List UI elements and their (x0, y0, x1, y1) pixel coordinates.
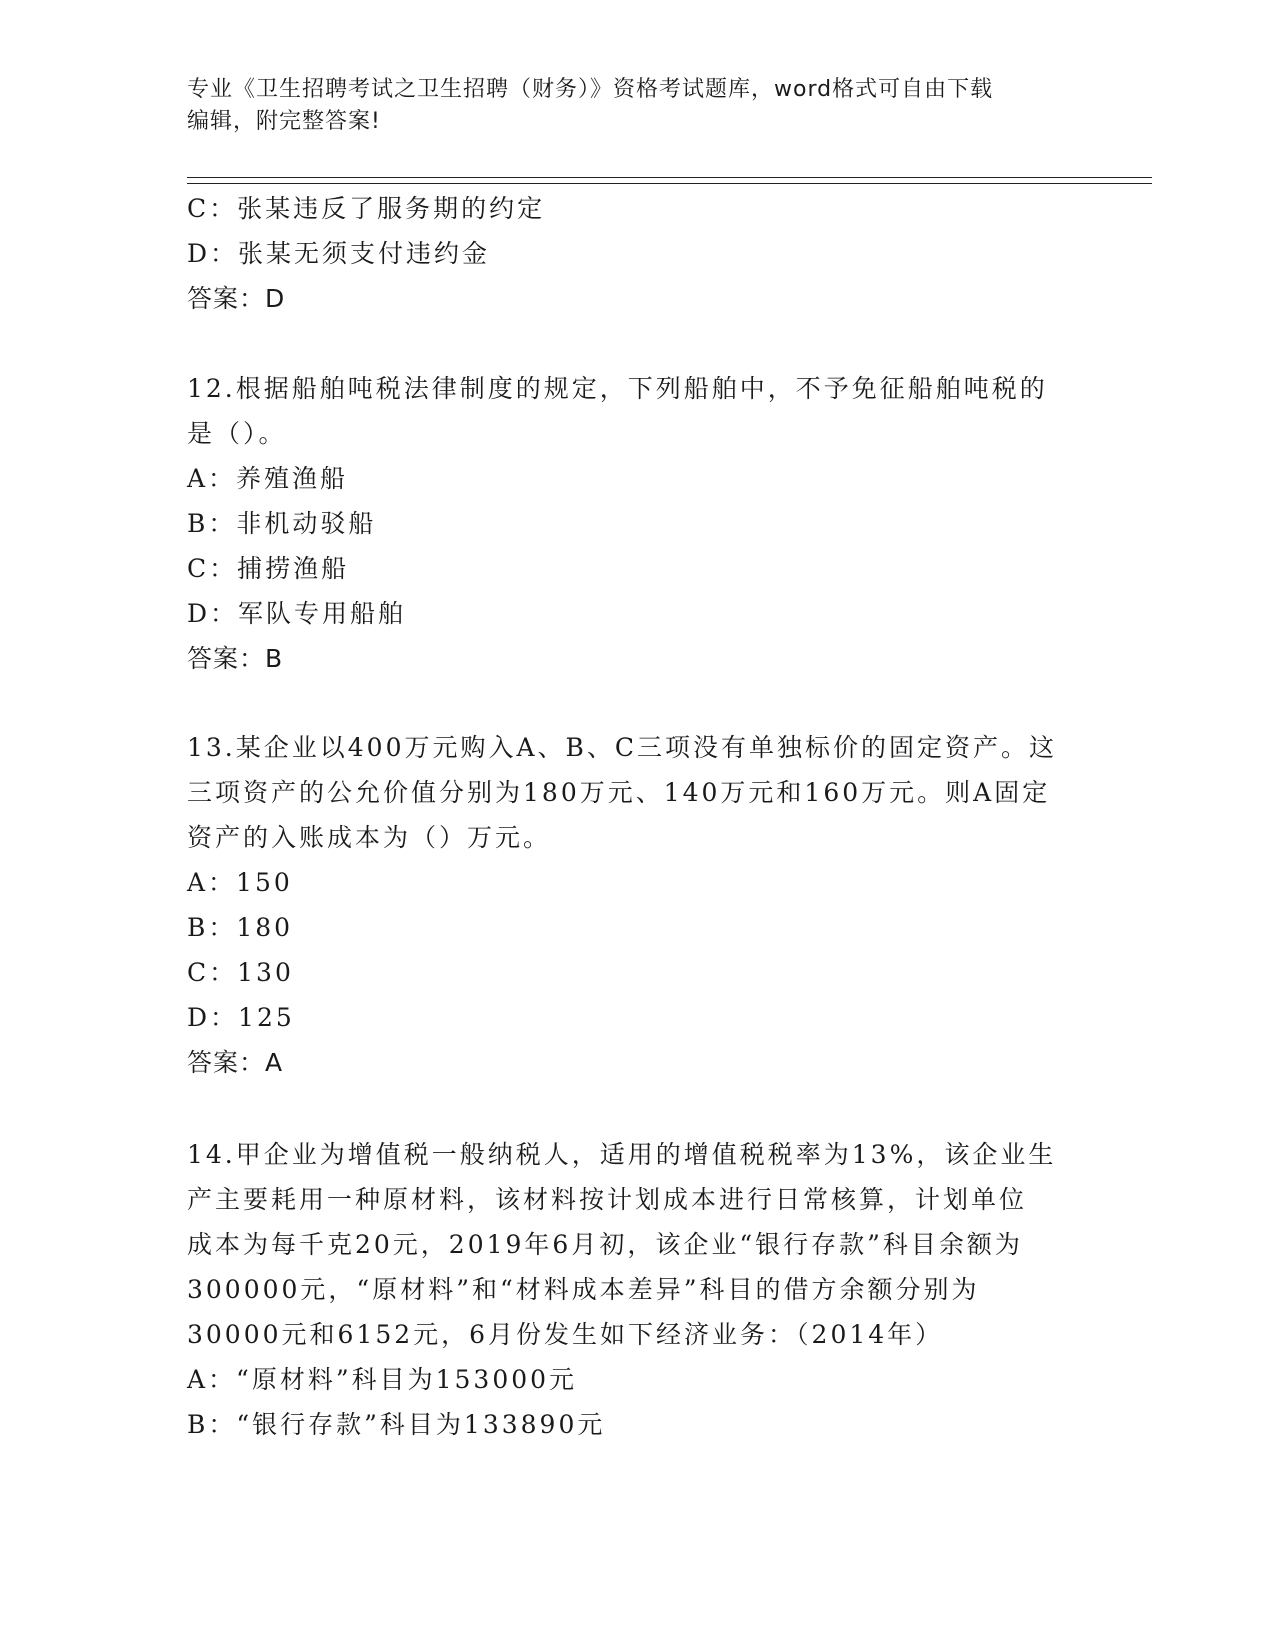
q14-stem-line-4: 300000元，“原材料”和“材料成本差异”科目的借方余额分别为 (187, 1275, 980, 1304)
q12-stem-line-1: 12.根据船舶吨税法律制度的规定，下列船舶中，不予免征船舶吨税的 (187, 374, 1048, 403)
q13-stem-line-3: 资产的入账成本为（）万元。 (187, 823, 552, 852)
q13-stem-line-1: 13.某企业以400万元购入A、B、C三项没有单独标价的固定资产。这 (187, 733, 1058, 762)
q12-stem-line-2: 是（）。 (187, 419, 287, 448)
q12-option-c: C：捕捞渔船 (187, 554, 350, 583)
header-divider-bottom (187, 183, 1152, 184)
q13-option-a: A：150 (187, 868, 293, 897)
header-line-1: 专业《卫生招聘考试之卫生招聘（财务）》资格考试题库，word格式可自由下载 (187, 77, 994, 102)
document-header (187, 74, 1087, 138)
q11-option-d: D：张某无须支付违约金 (187, 239, 491, 268)
header-divider-top (187, 177, 1152, 178)
q13-answer: 答案：A (187, 1048, 284, 1077)
q12-option-b: B：非机动驳船 (187, 509, 377, 538)
q14-option-b: B：“银行存款”科目为133890元 (187, 1410, 606, 1439)
q13-option-b: B：180 (187, 913, 294, 942)
q14-stem-line-3: 成本为每千克20元，2019年6月初，该企业“银行存款”科目余额为 (187, 1230, 1023, 1259)
q11-option-c: C：张某违反了服务期的约定 (187, 194, 546, 223)
q13-stem-line-2: 三项资产的公允价值分别为180万元、140万元和160万元。则A固定 (187, 778, 1051, 807)
q13-option-d: D：125 (187, 1003, 295, 1032)
q14-option-a: A：“原材料”科目为153000元 (187, 1365, 578, 1394)
q11-answer: 答案：D (187, 284, 286, 313)
q13-option-c: C：130 (187, 958, 294, 987)
header-line-2: 编辑，附完整答案! (187, 109, 381, 134)
q14-stem-line-5: 30000元和6152元，6月份发生如下经济业务：（2014年） (187, 1320, 944, 1349)
q12-option-a: A：养殖渔船 (187, 464, 349, 493)
q12-option-d: D：军队专用船舶 (187, 599, 407, 628)
q14-stem-line-2: 产主要耗用一种原材料，该材料按计划成本进行日常核算，计划单位 (187, 1185, 1028, 1214)
q14-stem-line-1: 14.甲企业为增值税一般纳税人，适用的增值税税率为13%，该企业生 (187, 1140, 1057, 1169)
q12-answer: 答案：B (187, 644, 284, 673)
